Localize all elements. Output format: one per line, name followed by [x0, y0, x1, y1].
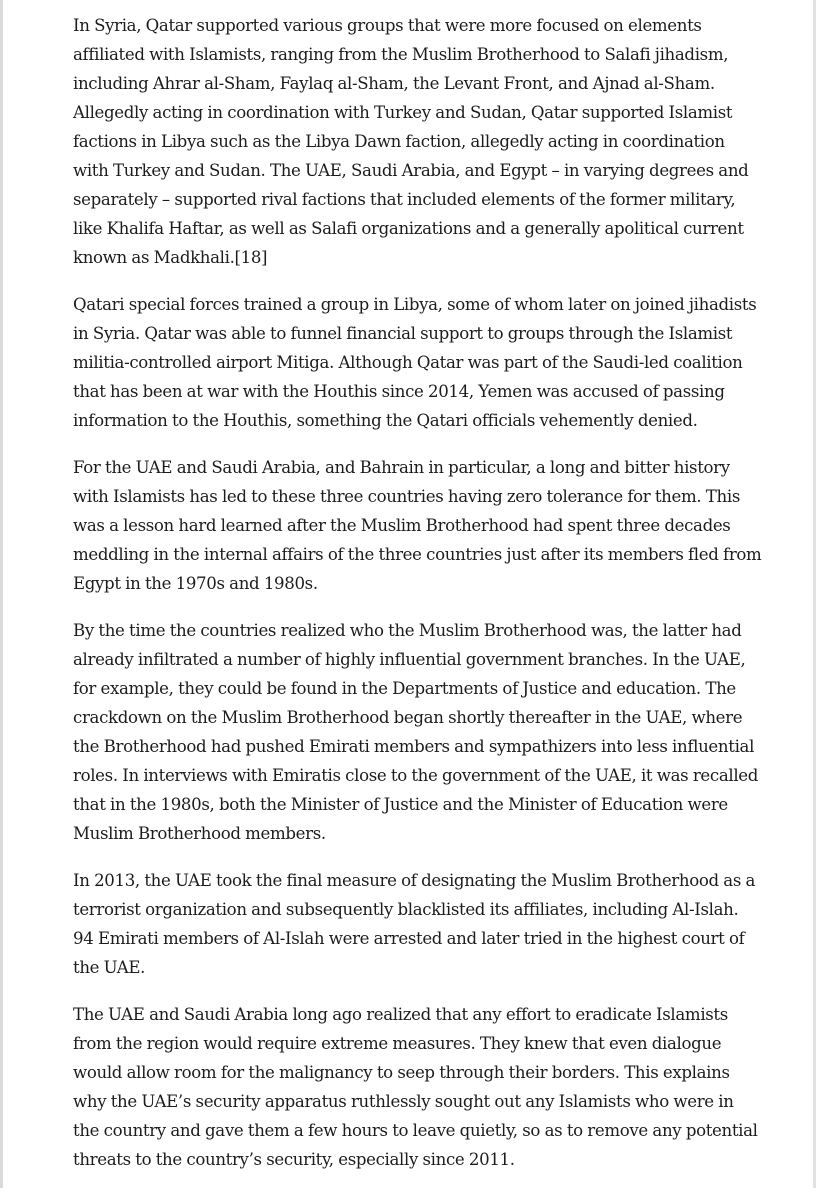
paragraph-qatari-forces: Qatari special forces trained a group in Libya, some of whom later on joined jihadists in Syria. Qatar was able to funnel financial support to groups through the Islamist militia-controlled airport Mitiga. Although Qatar was part of the Saudi-led coalition that has been at war with the Houthis since 2014, Yemen was accused of passing information to the Houthis, something the Qatari officials vehemently denied.	[73, 295, 757, 430]
paragraph-designation-2013: In 2013, the UAE took the final measure of designating the Muslim Brotherhood as a terrorist organization and subsequently blacklisted its affiliates, including Al-Islah. 94 Emirati members of Al-Islah were arrested and later tried in the highest court of the UAE.	[73, 871, 756, 977]
paragraph-extreme-measures: The UAE and Saudi Arabia long ago realized that any effort to eradicate Islamists from the region would require extreme measures. They knew that even dialogue would allow room for the malignancy to seep through their borders. This explains why the UAE’s security apparatus ruthlessly sought out any Islamists who were in the country and gave them a few hours to leave quietly, so as to remove any potential threats to the country’s security, especially since 2011.	[73, 1005, 758, 1169]
paragraph-gulf-history: For the UAE and Saudi Arabia, and Bahrain in particular, a long and bitter history with Islamists has led to these three countries having zero tolerance for them. This was a lesson hard learned after the Muslim Brotherhood had spent three decades meddling in the internal affairs of the three countries just after its members fled from Egypt in the 1970s and 1980s.	[73, 458, 762, 593]
article-body	[73, 11, 763, 1192]
paragraph-syria-libya: In Syria, Qatar supported various groups that were more focused on elements affiliated with Islamists, ranging from the Muslim Brotherhood to Salafi jihadism, including Ahrar al-Sham, Faylaq al-Sham, the Levant Front, and Ajnad al-Sham. Allegedly acting in coordination with Turkey and Sudan, Qatar supported Islamist factions in Libya such as the Libya Dawn faction, allegedly acting in coordination with Turkey and Sudan. The UAE, Saudi Arabia, and Egypt – in varying degrees and separately – supported rival factions that included elements of the former military, like Khalifa Haftar, as well as Salafi organizations and a generally apolitical current known as Madkhali.[18]	[73, 16, 749, 267]
page-left-border	[0, 0, 3, 1188]
paragraph-infiltration: By the time the countries realized who the Muslim Brotherhood was, the latter had already infiltrated a number of highly influential government branches. In the UAE, for example, they could be found in the Departments of Justice and education. The crackdown on the Muslim Brotherhood began shortly thereafter in the UAE, where the Brotherhood had pushed Emirati members and sympathizers into less influential roles. In interviews with Emiratis close to the government of the UAE, it was recalled that in the 1980s, both the Minister of Justice and the Minister of Education were Muslim Brotherhood members.	[73, 621, 759, 843]
